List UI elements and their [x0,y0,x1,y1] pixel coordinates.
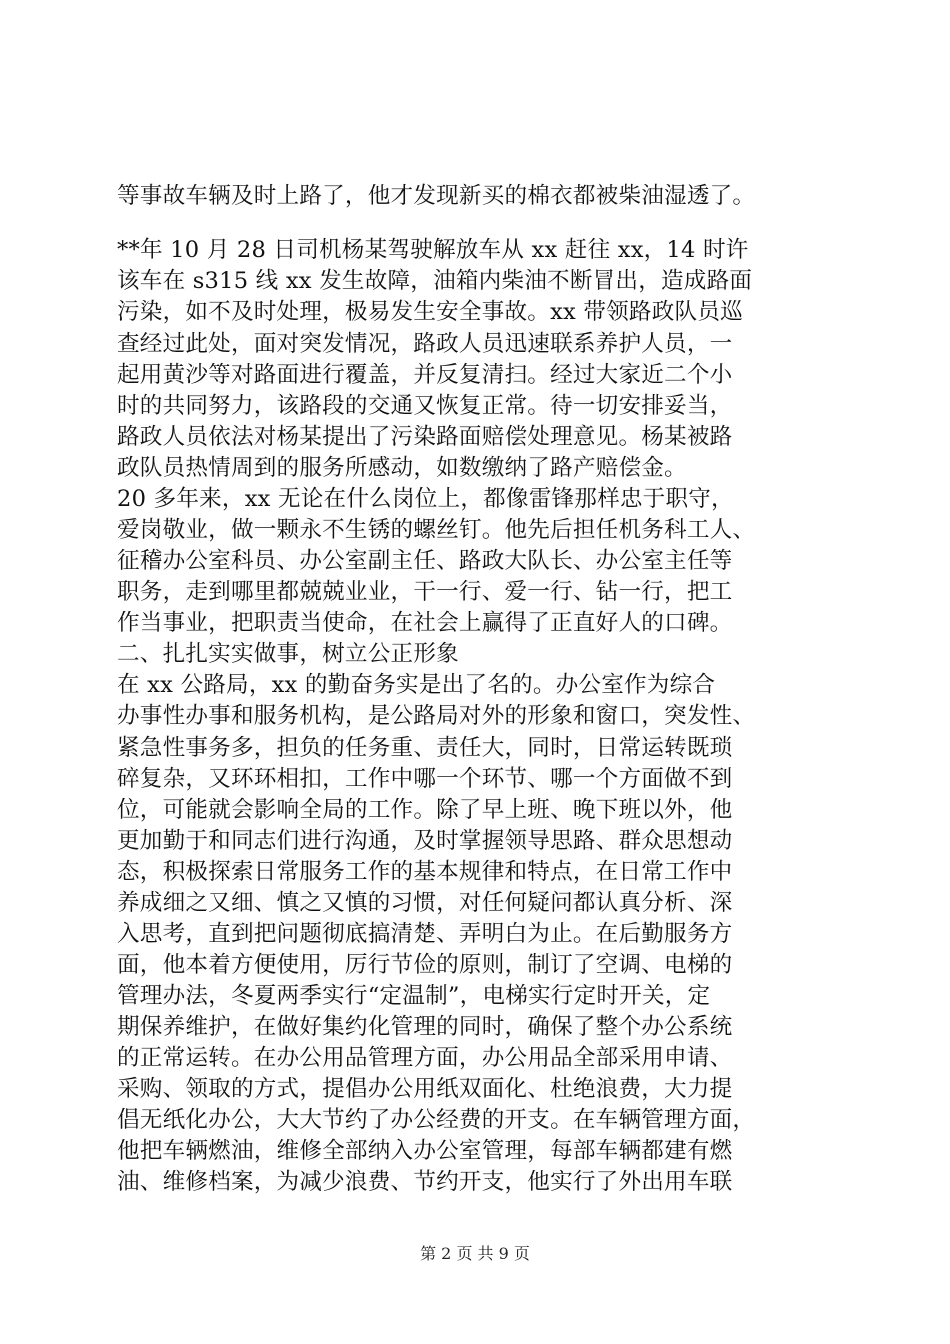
text-line: 碎复杂，又环环相扣，工作中哪一个环节、哪一个方面做不到 [117,766,733,792]
text-line: 态，积极探索日常服务工作的基本规律和特点，在日常工作中 [117,859,733,885]
text-line: 职务，走到哪里都兢兢业业，干一行、爱一行、钻一行，把工 [117,579,733,605]
text-line: 起用黄沙等对路面进行覆盖，并反复清扫。经过大家近二个小 [117,362,733,388]
text-line: 倡无纸化办公，大大节约了办公经费的开支。在车辆管理方面， [117,1107,756,1133]
text-line: 在 xx 公路局，xx 的勤奋务实是出了名的。办公室作为综合 [117,672,716,698]
text-line: 油、维修档案，为减少浪费、节约开支，他实行了外出用车联 [117,1169,733,1195]
text-line: 等事故车辆及时上路了，他才发现新买的棉衣都被柴油湿透了。 [117,183,756,209]
text-line: 20 多年来，xx 无论在什么岗位上，都像雷锋那样忠于职守， [117,486,734,512]
text-line: 更加勤于和同志们进行沟通，及时掌握领导思路、群众思想动 [117,828,733,854]
text-line: 征稽办公室科员、办公室副主任、路政大队长、办公室主任等 [117,548,733,574]
text-line: 办事性办事和服务机构，是公路局对外的形象和窗口，突发性、 [117,703,756,729]
text-line: 养成细之又细、慎之又慎的习惯，对任何疑问都认真分析、深 [117,890,733,916]
text-line: **年 10 月 28 日司机杨某驾驶解放车从 xx 赶往 xx，14 时许 [117,237,749,263]
page-number-footer: 第 2 页 共 9 页 [420,1244,530,1263]
text-line: 污染，如不及时处理，极易发生安全事故。xx 带领路政队员巡 [117,299,743,325]
text-line: 采购、领取的方式，提倡办公用纸双面化、杜绝浪费，大力提 [117,1076,733,1102]
text-line: 作当事业，把职责当使命，在社会上赢得了正直好人的口碑。 [117,610,733,636]
text-line: 管理办法，冬夏两季实行“定温制”，电梯实行定时开关，定 [117,983,711,1009]
text-line: 爱岗敬业，做一颗永不生锈的螺丝钉。他先后担任机务科工人、 [117,517,756,543]
text-line: 位，可能就会影响全局的工作。除了早上班、晚下班以外，他 [117,797,733,823]
text-line: 时的共同努力，该路段的交通又恢复正常。待一切安排妥当， [117,393,733,419]
text-line: 政队员热情周到的服务所感动，如数缴纳了路产赔偿金。 [117,455,687,481]
text-line: 紧急性事务多，担负的任务重、责任大，同时，日常运转既琐 [117,735,733,761]
text-line: 他把车辆燃油，维修全部纳入办公室管理，每部车辆都建有燃 [117,1138,733,1164]
text-line: 面，他本着方便使用，厉行节俭的原则，制订了空调、电梯的 [117,952,733,978]
section-heading: 二、扎扎实实做事，树立公正形象 [117,641,459,667]
text-line: 该车在 s315 线 xx 发生故障，油箱内柴油不断冒出，造成路面 [117,268,753,294]
text-line: 查经过此处，面对突发情况，路政人员迅速联系养护人员，一 [117,331,733,357]
text-line: 期保养维护，在做好集约化管理的同时，确保了整个办公系统 [117,1014,733,1040]
text-line: 入思考，直到把问题彻底搞清楚、弄明白为止。在后勤服务方 [117,921,733,947]
text-line: 的正常运转。在办公用品管理方面，办公用品全部采用申请、 [117,1045,733,1071]
text-line: 路政人员依法对杨某提出了污染路面赔偿处理意见。杨某被路 [117,424,733,450]
